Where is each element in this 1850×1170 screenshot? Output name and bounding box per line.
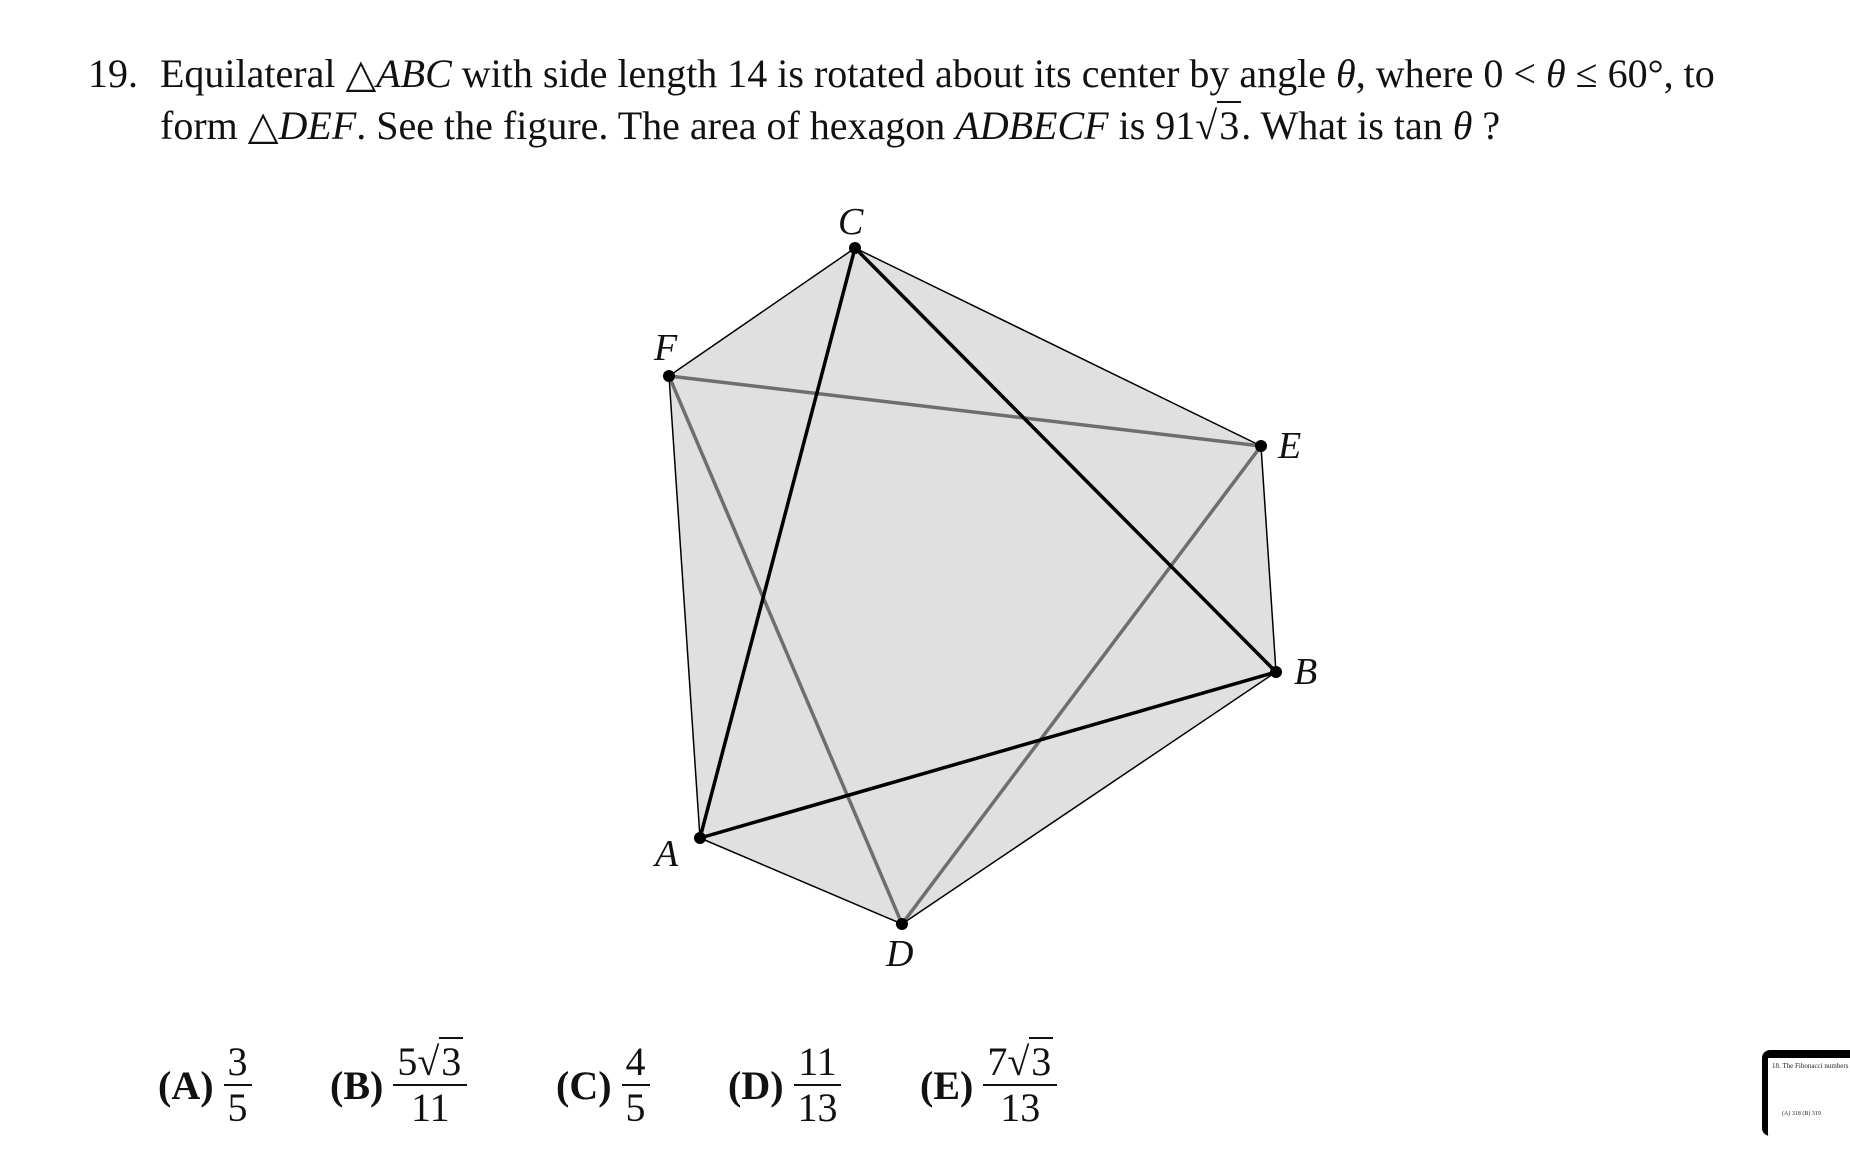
point-e — [1255, 440, 1267, 452]
point-b — [1270, 666, 1282, 678]
label-e: E — [1278, 425, 1302, 467]
label-c: C — [838, 201, 864, 243]
next-page-thumbnail[interactable]: 18. The Fibonacci numbers (A) 318 (B) 319 — [1762, 1050, 1850, 1136]
point-a — [694, 832, 706, 844]
problem-number: 19. — [88, 51, 138, 96]
label-b: B — [1294, 651, 1318, 693]
choice-b[interactable]: (B) $\frac{5√3}{11}$ — [330, 1040, 467, 1130]
problem-line-1: Equilateral △ABC with side length 14 is rotated about its center by angle θ, where 0 < θ ≤ 60°, to — [160, 51, 1715, 96]
choice-d[interactable]: (D) $\frac{11}{13}$ — [728, 1040, 842, 1130]
label-d: D — [886, 933, 914, 975]
point-c — [849, 242, 861, 254]
point-f — [663, 370, 675, 382]
point-d — [896, 918, 908, 930]
choice-c[interactable]: (C) $\frac{4}{5}$ — [556, 1040, 650, 1130]
sqrt-symbol: √3 — [1195, 103, 1240, 148]
label-f: F — [654, 327, 678, 369]
label-a: A — [655, 833, 679, 875]
answer-choices — [0, 1040, 1850, 1160]
choice-a[interactable]: (A) $\frac{3}{5}$ — [158, 1040, 252, 1130]
choice-e[interactable]: (E) $\frac{7√3}{13}$ — [920, 1040, 1057, 1130]
problem-line-2: form △DEF. See the figure. The area of hexagon ADBECF is 91√3. What is tan θ ? — [160, 100, 1500, 152]
